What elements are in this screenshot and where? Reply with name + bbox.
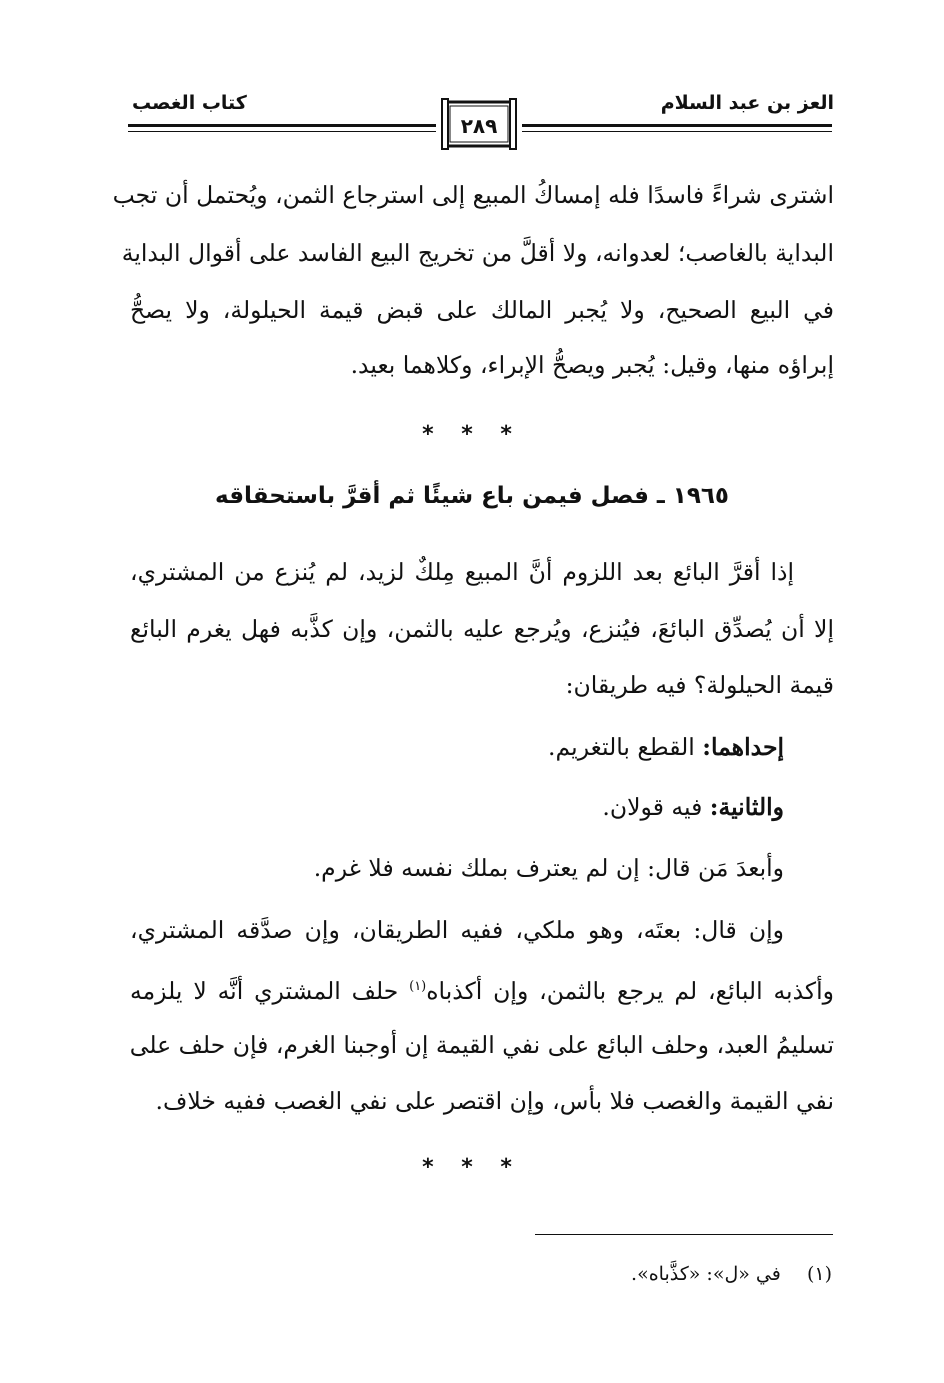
section-separator: * * *: [422, 1155, 522, 1180]
header-rule: [128, 131, 436, 132]
text-line: اشترى شراءً فاسدًا فله إمساكُ المبيع إلى استرجاع الثمن، ويُحتمل أن تجب: [112, 181, 834, 209]
text-segment: حلف المشتري أنَّه لا يلزمه: [130, 976, 410, 1005]
list-item: [602, 792, 784, 822]
header-rule: [522, 124, 832, 127]
text-line: إذا أقرَّ البائع بعد اللزوم أنَّ المبيع مِلكٌ لزيد، لم يُنزع من المشتري،: [130, 558, 794, 586]
text-line: وإن قال: بعتَه، وهو ملكي، ففيه الطريقان، وإن صدَّقه المشتري،: [130, 916, 784, 944]
text-segment: وأكذبه البائع، لم يرجع بالثمن، وإن أكذباه: [426, 976, 834, 1005]
item-text: القطع بالتغريم.: [548, 733, 703, 761]
text-line: وأبعدَ مَن قال: إن لم يعترف بملك نفسه فلا غرم.: [313, 854, 784, 882]
list-item: [548, 732, 784, 762]
item-label: والثانية:: [709, 793, 784, 821]
header-rule: [128, 124, 436, 127]
text-line: إلا أن يُصدِّق البائعَ، فيُنزع، ويُرجع عليه بالثمن، وإن كذَّبه فهل يغرم البائع: [130, 615, 834, 643]
header-rule: [522, 131, 832, 132]
text-line: تسليمُ العبد، وحلف البائع على نفي القيمة إن أوجبنا الغرم، فإن حلف على: [129, 1031, 834, 1059]
item-text: فيه قولان.: [602, 793, 710, 821]
footnote-marker: (١): [806, 1263, 832, 1285]
page-number-frame: [440, 98, 518, 150]
section-separator: * * *: [422, 422, 522, 447]
text-line: البداية بالغاصب؛ لعدوانه، ولا أقلَّ من تخريج البيع الفاسد على أقوال البداية: [121, 239, 834, 267]
text-line: [130, 972, 834, 1006]
page-number: ٢٨٩: [460, 114, 498, 138]
text-line: قيمة الحيلولة؟ فيه طريقان:: [565, 671, 834, 699]
footnote: [631, 1263, 832, 1285]
footnote-rule: [535, 1234, 833, 1235]
text-line: نفي القيمة والغصب فلا بأس، وإن اقتصر على نفي الغصب ففيه خلاف.: [155, 1087, 834, 1115]
text-line: في البيع الصحيح، ولا يُجبر المالك على قبض قيمة الحيلولة، ولا يصحُّ: [130, 296, 834, 324]
running-header-book-title: كتاب الغصب: [132, 92, 247, 114]
running-header-author: العز بن عبد السلام: [660, 92, 834, 114]
item-label: إحداهما:: [702, 733, 784, 761]
footnote-reference[interactable]: (١): [409, 979, 427, 994]
text-line: إبراؤه منها، وقيل: يُجبر ويصحُّ الإبراء، وكلاهما بعيد.: [350, 351, 834, 379]
footnote-text: في «ل»: «كذَّباه».: [631, 1263, 781, 1285]
section-heading: ١٩٦٥ ـ فصل فيمن باع شيئًا ثم أقرَّ باستحقاقه: [215, 483, 729, 509]
